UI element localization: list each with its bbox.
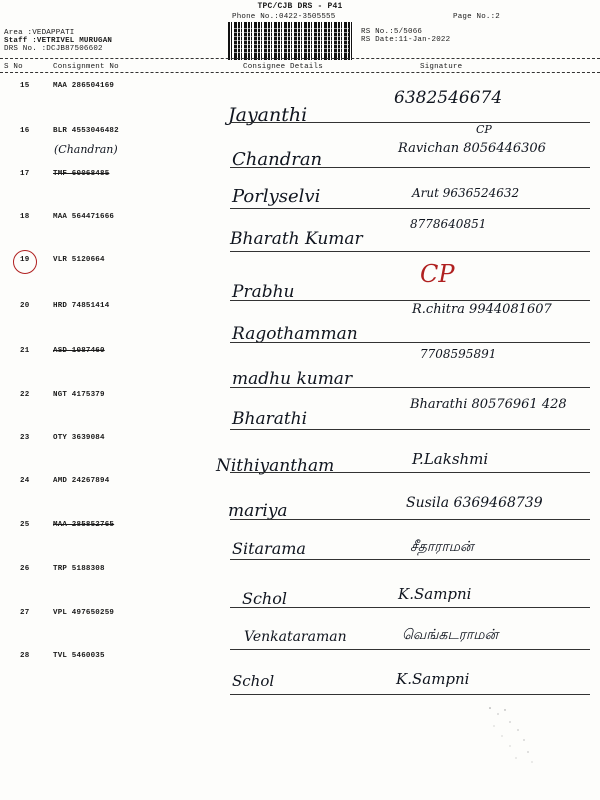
row-consignee-name: Ragothamman bbox=[232, 324, 358, 344]
header-divider-top bbox=[0, 58, 600, 59]
row-signature: P.Lakshmi bbox=[412, 450, 489, 468]
row-underline bbox=[230, 342, 590, 343]
table-row bbox=[0, 434, 600, 478]
row-underline bbox=[230, 649, 590, 650]
table-row bbox=[0, 213, 600, 257]
table-row bbox=[0, 302, 600, 346]
row-signature: 7708595891 bbox=[420, 347, 497, 361]
table-row bbox=[0, 82, 600, 126]
col-signature: Signature bbox=[420, 63, 463, 71]
row-signature: K.Sampni bbox=[396, 670, 470, 688]
table-row bbox=[0, 170, 600, 214]
row-consignment-no: HRD 74851414 bbox=[53, 302, 110, 310]
row-consignee-name: Schol bbox=[232, 672, 275, 690]
row-sno: 24 bbox=[20, 477, 30, 485]
row-underline bbox=[230, 208, 590, 209]
row-sno: 25 bbox=[20, 521, 30, 529]
row-consignee-name: mariya bbox=[228, 501, 288, 521]
row-consignment-no: MAA 564471666 bbox=[53, 213, 115, 221]
row-sno: 28 bbox=[20, 652, 30, 660]
row-sno: 20 bbox=[20, 302, 30, 310]
row-sno: 21 bbox=[20, 347, 30, 355]
row-sno: 26 bbox=[20, 565, 30, 573]
table-row bbox=[0, 521, 600, 565]
drs-number: DRS No. :DCJB87506602 bbox=[4, 45, 103, 53]
staff-label: Staff :VETRIVEL MURUGAN bbox=[4, 37, 113, 45]
row-underline bbox=[230, 694, 590, 695]
row-consignment-no: AMD 24267894 bbox=[53, 477, 110, 485]
row-consignment-no: VLR 5120664 bbox=[53, 256, 105, 264]
row-consignee-name: Jayanthi bbox=[228, 104, 308, 126]
row-consignee-name: Sitarama bbox=[232, 539, 306, 558]
row-consignee-name: Nithiyantham bbox=[216, 456, 335, 476]
row-sno: 17 bbox=[20, 170, 30, 178]
row-sno: 22 bbox=[20, 391, 30, 399]
rs-number: RS No.:5/5066 bbox=[361, 28, 423, 36]
row-signature: CP bbox=[420, 260, 455, 288]
row-consignee-name: Bharathi bbox=[232, 409, 308, 429]
table-row bbox=[0, 347, 600, 391]
row-consignee-name: Venkataraman bbox=[244, 629, 347, 645]
row-consignment-no: NGT 4175379 bbox=[53, 391, 105, 399]
row-consignee-name: Chandran bbox=[232, 149, 323, 170]
row-sno: 23 bbox=[20, 434, 30, 442]
row-underline bbox=[230, 122, 590, 123]
row-underline bbox=[230, 607, 590, 608]
row-signature: வெங்கடராமன் bbox=[402, 627, 499, 643]
row-sno: 19 bbox=[20, 256, 30, 264]
row-signature: Bharathi 80576961 428 bbox=[410, 397, 567, 412]
row-signature: 8778640851 bbox=[410, 217, 487, 231]
row-signature: Arut 9636524632 bbox=[412, 186, 520, 200]
row-underline bbox=[230, 387, 590, 388]
red-circle-mark bbox=[13, 250, 37, 274]
row-underline bbox=[230, 519, 590, 520]
row-consignment-no: ASD 1087460 bbox=[53, 347, 105, 355]
table-row bbox=[0, 123, 600, 171]
header-divider-bottom bbox=[0, 72, 600, 73]
row-signature: Ravichan 8056446306 bbox=[398, 141, 546, 156]
row-sno: 18 bbox=[20, 213, 30, 221]
table-row bbox=[0, 565, 600, 609]
row-handwritten-note: (Chandran) bbox=[54, 143, 118, 156]
row-signature-note: CP bbox=[476, 123, 492, 136]
row-sno: 16 bbox=[20, 127, 30, 135]
row-signature: 6382546674 bbox=[394, 88, 503, 108]
col-details: Consignee Details bbox=[243, 63, 323, 71]
area-label: Area :VEDAPPATI bbox=[4, 29, 75, 37]
row-consignment-no: TRP 5188308 bbox=[53, 565, 105, 573]
row-underline bbox=[230, 472, 590, 473]
row-consignee-name: Prabhu bbox=[232, 282, 295, 302]
row-consignment-no: TVL 5460035 bbox=[53, 652, 105, 660]
row-underline bbox=[230, 429, 590, 430]
drs-title: TPC/CJB DRS - P41 bbox=[257, 2, 343, 11]
rs-date: RS Date:11-Jan-2022 bbox=[361, 36, 451, 44]
row-consignee-name: Schol bbox=[242, 589, 287, 608]
row-consignment-no: TMF 60068485 bbox=[53, 170, 110, 178]
document-header bbox=[0, 0, 600, 70]
row-consignment-no: VPL 497650259 bbox=[53, 609, 115, 617]
table-row bbox=[0, 391, 600, 435]
row-consignee-name: Bharath Kumar bbox=[230, 229, 363, 249]
row-signature: R.chitra 9944081607 bbox=[412, 302, 552, 317]
table-row bbox=[0, 609, 600, 653]
row-signature: K.Sampni bbox=[398, 585, 472, 603]
row-underline bbox=[230, 559, 590, 560]
barcode-pattern bbox=[232, 26, 349, 56]
scan-noise bbox=[480, 700, 540, 770]
row-underline bbox=[230, 167, 590, 168]
row-consignment-no: BLR 4553046482 bbox=[53, 127, 119, 135]
row-underline bbox=[230, 300, 590, 301]
table-row bbox=[0, 256, 600, 300]
row-consignee-name: madhu kumar bbox=[232, 369, 353, 389]
table-row bbox=[0, 477, 600, 521]
table-row bbox=[0, 652, 600, 696]
row-consignee-name: Porlyselvi bbox=[232, 186, 321, 207]
row-consignment-no: OTY 3639084 bbox=[53, 434, 105, 442]
row-signature: சீதாராமன் bbox=[410, 539, 474, 555]
col-consignment: Consignment No bbox=[53, 63, 119, 71]
row-sno: 15 bbox=[20, 82, 30, 90]
row-underline bbox=[230, 251, 590, 252]
phone-number: Phone No.:0422-3505555 bbox=[232, 13, 336, 21]
row-signature: Susila 6369468739 bbox=[406, 495, 543, 511]
page-number: Page No.:2 bbox=[453, 13, 501, 21]
row-consignment-no: MAA 285852765 bbox=[53, 521, 115, 529]
row-consignment-no: MAA 286504169 bbox=[53, 82, 115, 90]
row-sno: 27 bbox=[20, 609, 30, 617]
col-sno: S No bbox=[4, 63, 23, 71]
